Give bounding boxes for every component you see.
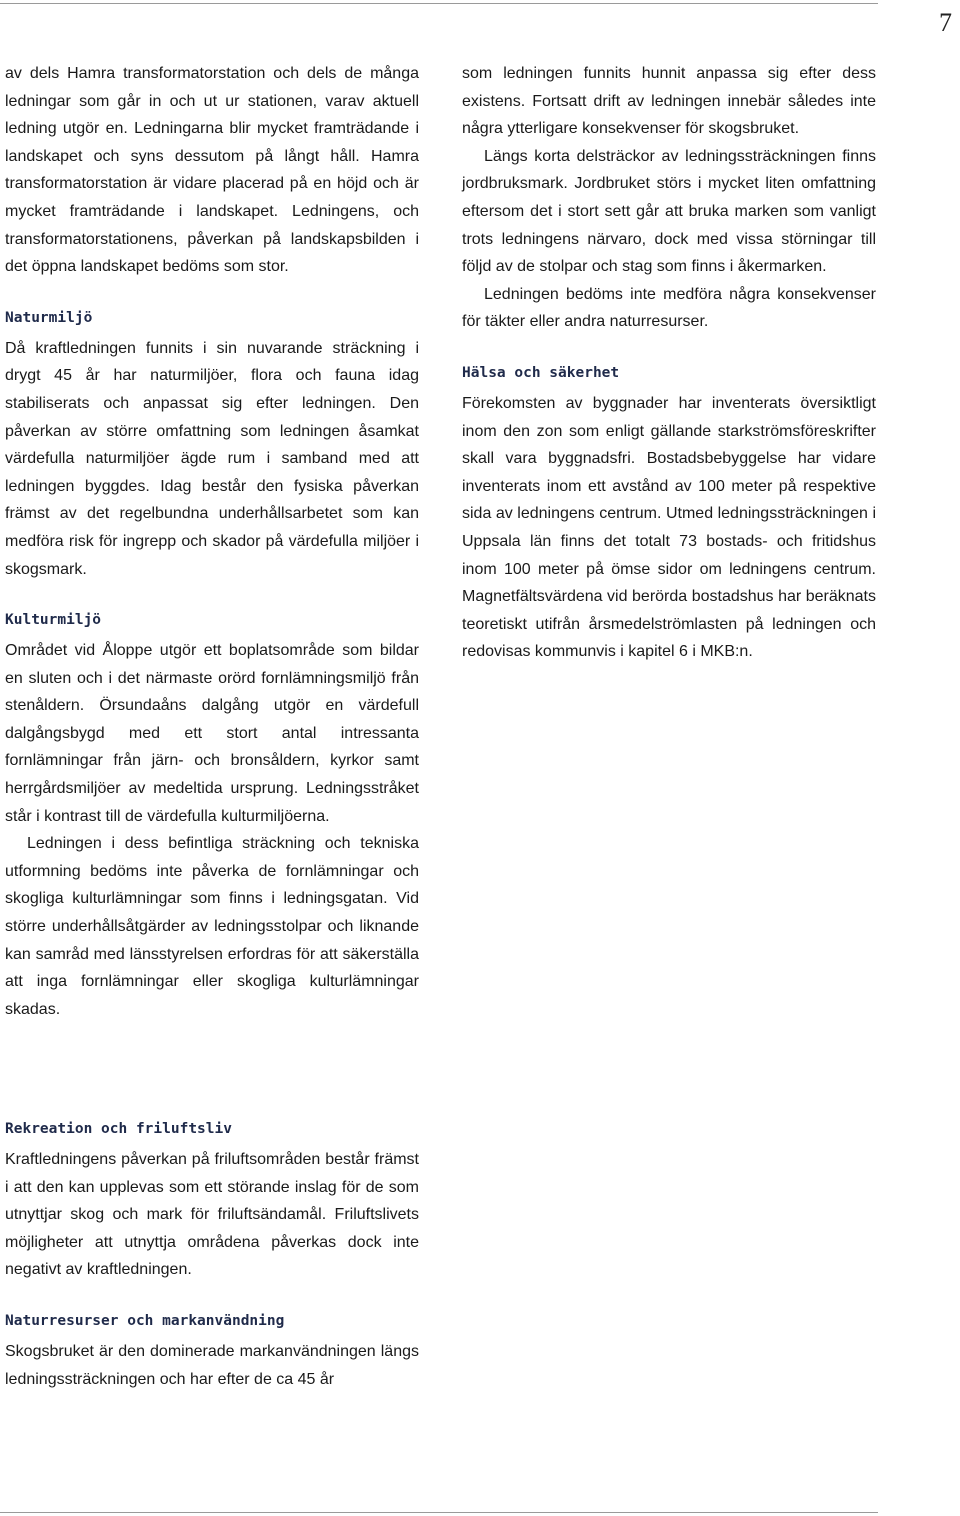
right-column: [462, 60, 876, 666]
naturresurser-markanvandning-paragraph: Skogsbruket är den dominerade markanvändningen längs ledningssträckningen och har efter de ca 45 år: [5, 1342, 419, 1388]
naturmiljo-paragraph: Då kraftledningen funnits i sin nuvarande sträckning i drygt 45 år har naturmiljöer, flora och fauna idag stabiliserats och anpassat sig efter ledningen. Den påverkan av större omfattning som ledningen åsamkat värdefulla naturmiljöer ägde rum i samband med att ledningen byggdes. Idag består den fysiska påverkan främst av det regelbundna underhållsarbetet som kan medföra risk för ingrepp och skador på värdefulla miljöer i skogsmark.: [5, 339, 419, 578]
kulturmiljo-paragraph-2: Ledningen i dess befintliga sträckning och tekniska utformning bedöms inte påverka de fornlämningar och skogliga kulturlämningar som finns i ledningsgatan. Vid större underhållsåtgärder av ledningsstolpar och liknande kan samråd med länsstyrelsen erfordras för att säkerställa att inga fornlämningar eller skogliga kulturlämningar skadas.: [5, 835, 419, 1018]
top-rule: [0, 3, 878, 4]
rekreation-paragraph: Kraftledningens påverkan på friluftsområden består främst i att den kan upplevas som ett störande inslag för de som utnyttjar skog och mark för friluftsändamål. Friluftslivets möjligheter att utnyttja områdena påverkas dock inte negativt av kraftledningen.: [5, 1151, 419, 1279]
rekreation-heading: Rekreation och friluftsliv: [5, 1121, 232, 1137]
halsa-paragraph: Förekomsten av byggnader har inventerats översiktligt inom den zon som enligt gällande starkströmsföreskrifter skall vara byggnadsfri. Bostadsbebyggelse har vidare inventerats inom ett avstånd av 100 meter på respektive sida av ledningens centrum. Utmed ledningssträckningen i Uppsala län finns det totalt 73 bostads- och fritidshus inom 100 meter på ömse sidor om ledningens centrum. Magnetfältsvärdena vid berörda bostadshus har beräknats teoretiskt utifrån årsmedelströmlasten på ledningen och redovisas kommunvis i kapitel 6 i MKB:n.: [462, 394, 876, 661]
intro-paragraph: av dels Hamra transformatorstation och dels de många ledningar som går in och ut ur stationen, varav aktuell ledning utgör en. Ledningarna blir mycket framträdande i landskapet och syns dessutom på långt håll. Hamra transformatorstation är vidare placerad på en höjd och är mycket framträdande i landskapet. Ledningens, och transformatorstationens, påverkan på landskapsbilden i det öppna landskapet bedöms som stor.: [5, 65, 419, 276]
naturmiljo-heading: Naturmiljö: [5, 309, 93, 326]
jordbruk-paragraph: Längs korta delsträckor av ledningssträckningen finns jordbruksmark. Jordbruket störs i mycket liten omfattning eftersom det i stort sett går att bruka marken som vanligt trots ledningens närvaro, dock med vissa störningar till följd av de stolpar och stag som finns i åkermarken.: [462, 147, 876, 276]
bottom-rule: [0, 1512, 878, 1513]
naturresurser-paragraph: Ledningen bedöms inte medföra några konsekvenser för täkter eller andra naturresurser.: [462, 285, 876, 331]
page-number: 7: [939, 8, 952, 37]
skogsbruk-paragraph: som ledningen funnits hunnit anpassa sig efter dess existens. Fortsatt drift av ledningen innebär således inte några ytterligare konsekvenser för skogsbruket.: [462, 65, 876, 138]
halsa-heading: Hälsa och säkerhet: [462, 364, 620, 381]
bottom-section: [5, 1118, 419, 1393]
left-column: [5, 60, 419, 1023]
naturresurser-heading: Naturresurser och markanvändning: [5, 1312, 285, 1329]
kulturmiljo-paragraph-1: Området vid Åloppe utgör ett boplatsområde som bildar en sluten och i det närmaste orörd fornlämningsmiljö från stenåldern. Örsundaåns dalgång utgör en värdefull dalgångsbygd med ett stort antal intressanta fornlämningar från järn- och bronsåldern, kyrkor samt herrgårdsmiljöer av medeltida ursprung. Ledningsstråket står i kontrast till de värdefulla kulturmiljöerna.: [5, 642, 419, 825]
kulturmiljo-heading: Kulturmiljö: [5, 612, 102, 629]
